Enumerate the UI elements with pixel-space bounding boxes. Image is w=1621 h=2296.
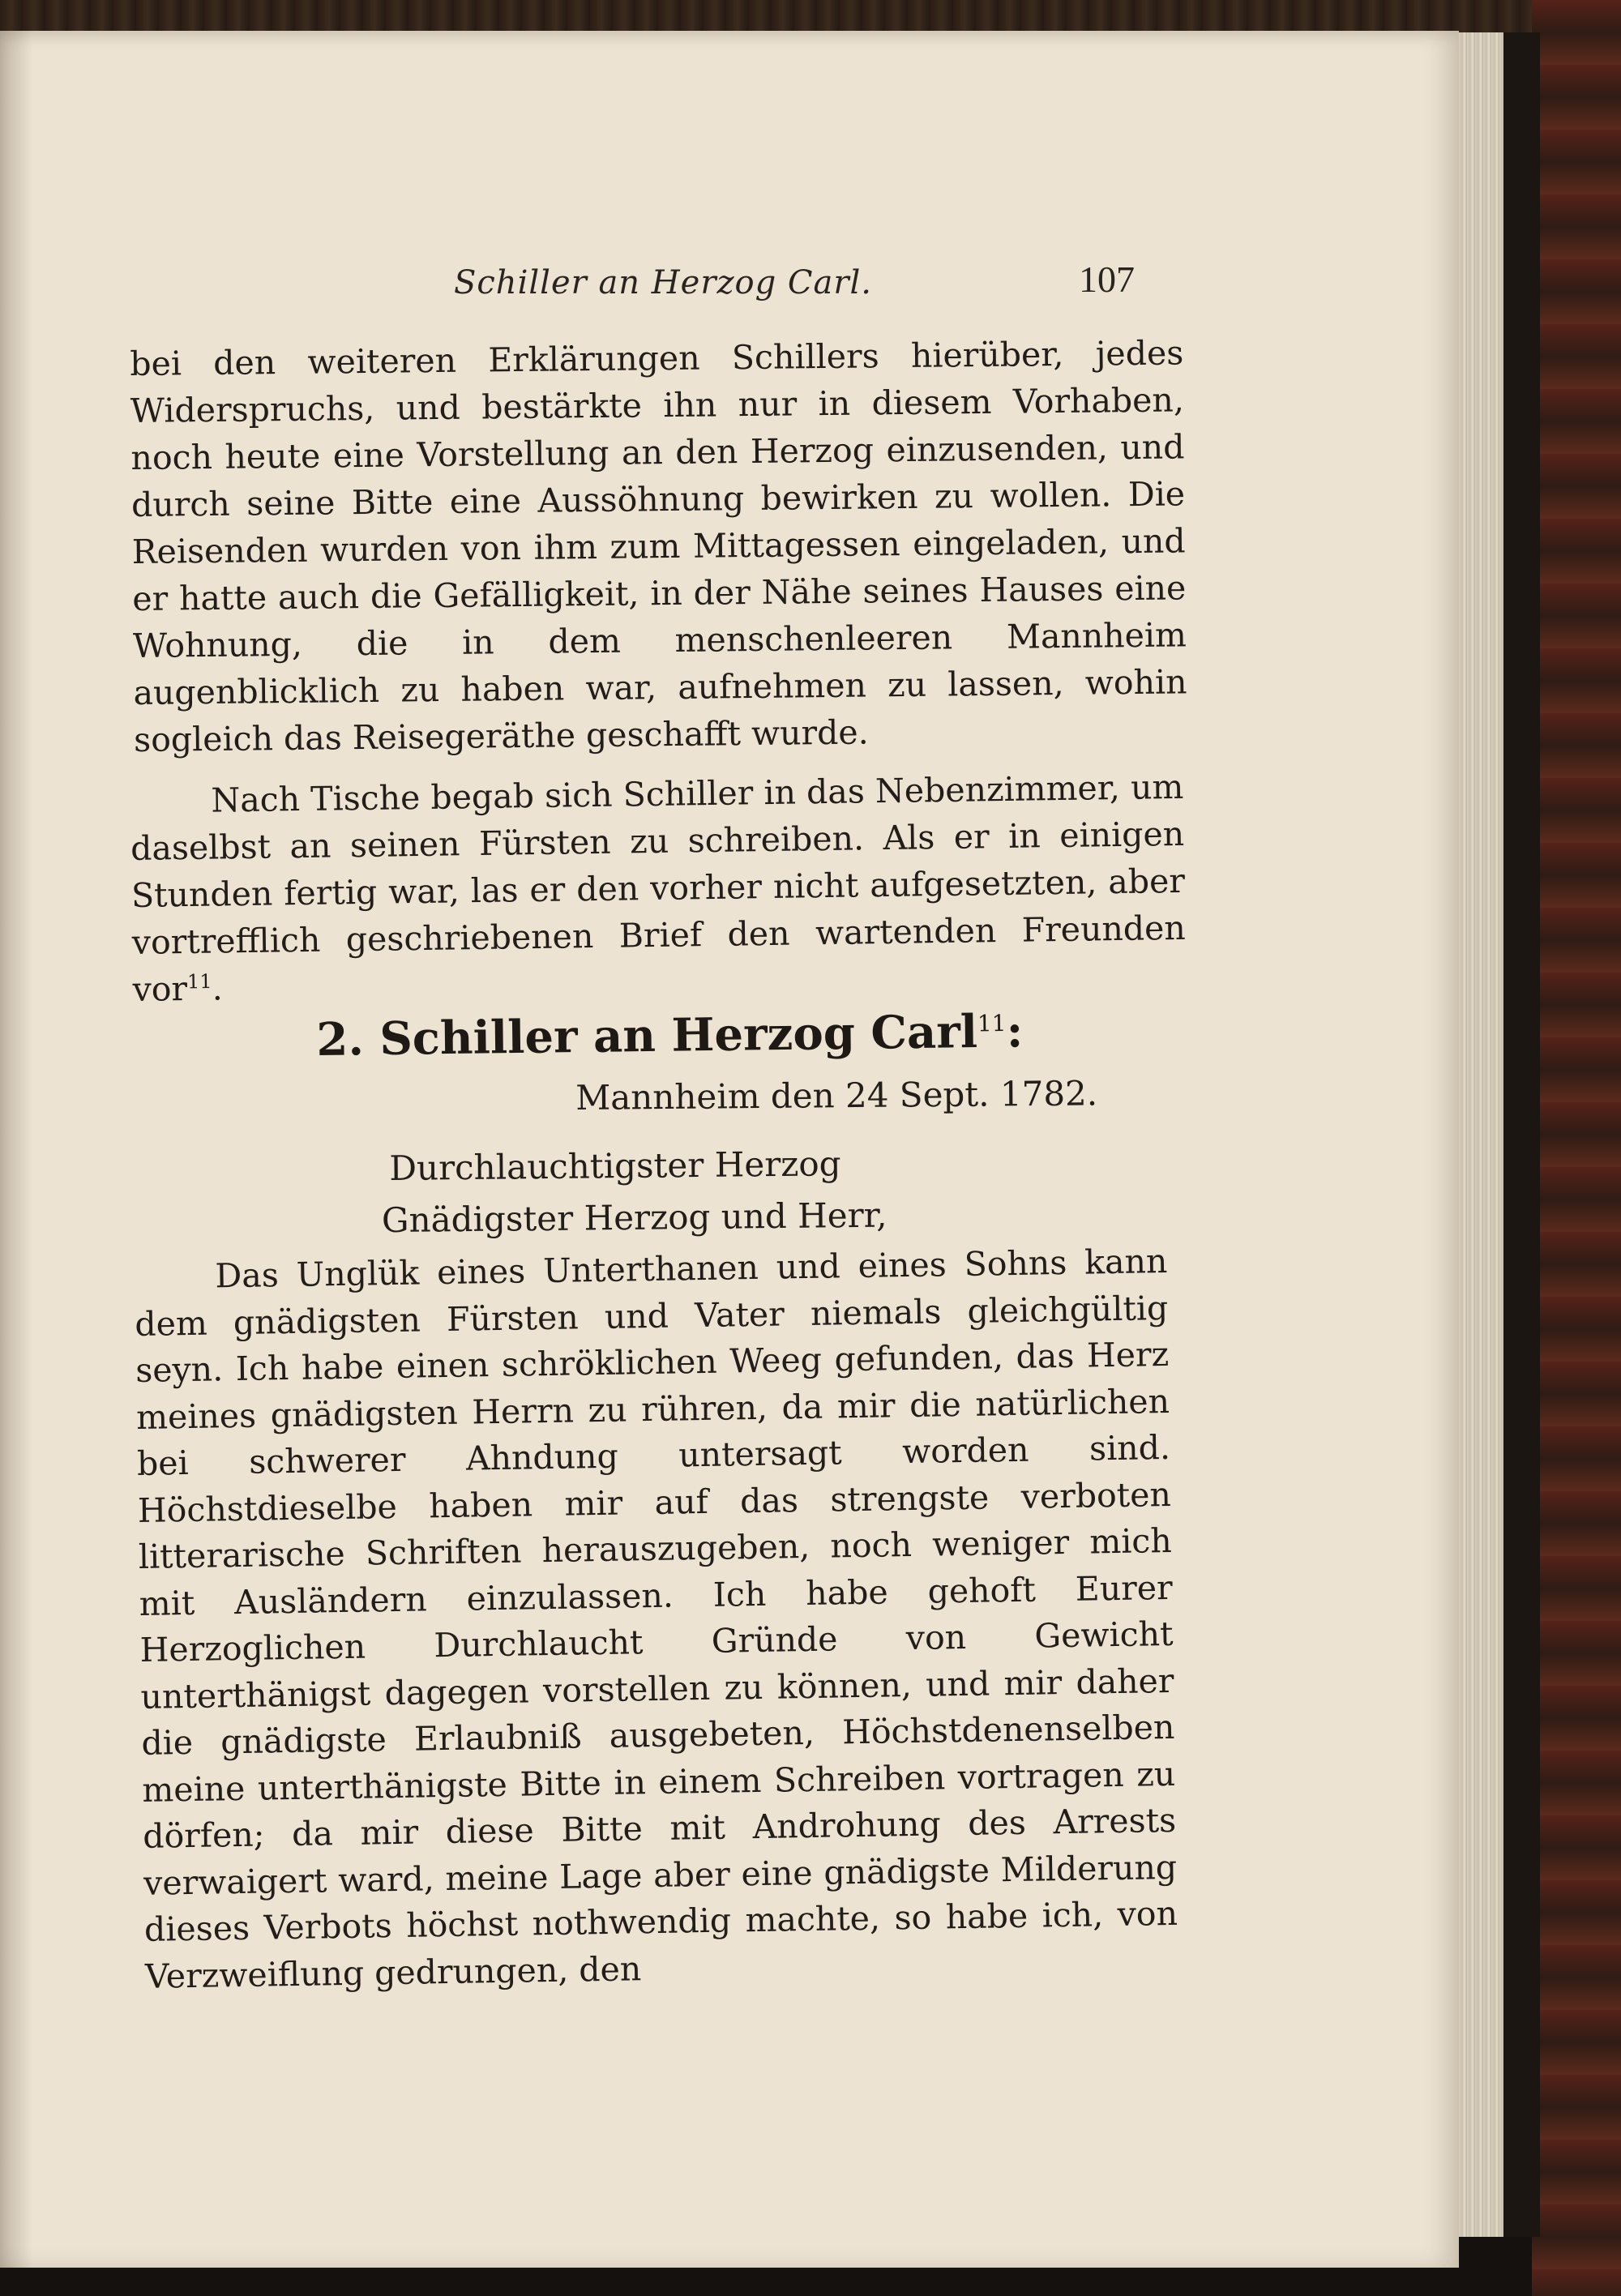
paragraph-2 bbox=[130, 763, 1187, 1013]
letter-heading-text: 2. Schiller an Herzog Carl bbox=[316, 1005, 978, 1067]
letter-body bbox=[134, 1238, 1178, 2000]
paragraph-2-tail: . bbox=[212, 968, 224, 1008]
paragraph-letter-intro bbox=[130, 763, 1187, 1013]
letter-heading-footnote-marker: 11 bbox=[977, 1009, 1007, 1037]
paragraph-continued bbox=[130, 329, 1187, 763]
letter-body-text: Das Unglük eines Unterthanen und eines Sohns kann dem gnädigsten Fürsten und Vater niemals gleichgültig seyn. Ich habe einen schröklichen Weeg gefunden, das Herz meines gnädigsten Herrn zu rühren, da mir die natürlichen bei schwerer Ahndung untersagt worden sind. Höchstdieselbe haben mir auf das strengste verboten litterarische Schriften herauszugeben, noch weniger mich mit Ausländern einzulassen. Ich habe gehoft Eurer Herzoglichen Durchlaucht Gründe von Gewicht unterthänigst dagegen vorstellen zu können, und mir daher die gnädigste Erlaubniß ausgebeten, Höchstdenenselben meine unterthänigste Bitte in einem Schreiben vortragen zu dörfen; da mir diese Bitte mit Androhung des Arrests verwaigert ward, meine Lage aber eine gnädigste Milderung dieses Verbots höchst nothwendig machte, so habe ich, von Verzweiflung gedrungen, den bbox=[134, 1241, 1178, 1996]
book-spine-shadow bbox=[1503, 32, 1540, 2237]
letter-dateline: Mannheim den 24 Sept. 1782. bbox=[575, 1073, 1098, 1118]
letter-heading-tail: : bbox=[1006, 1004, 1024, 1058]
gutter-shadow bbox=[0, 31, 32, 2268]
paragraph-2-text: Nach Tische begab sich Schiller in das Nebenzimmer, um daselbst an seinen Fürsten zu schreiben. Als er in einigen Stunden fertig war, las er den vorher nicht aufgesetzten, aber vortrefflich geschriebenen Brief den wartenden Freunden vor bbox=[130, 767, 1187, 1009]
salutation-line-2: Gnädigster Herzog und Herr, bbox=[381, 1195, 887, 1241]
footnote-marker: 11 bbox=[186, 969, 212, 994]
running-head bbox=[130, 258, 1135, 306]
salutation-line-1: Durchlauchtigster Herzog bbox=[389, 1144, 841, 1188]
page-number: 107 bbox=[1079, 259, 1135, 300]
letter-heading bbox=[316, 1003, 1168, 1067]
running-head-title: Schiller an Herzog Carl. bbox=[454, 264, 873, 301]
letter-salutation bbox=[381, 1138, 887, 1246]
book-cover-marbled-edge bbox=[1532, 0, 1621, 2296]
paragraph-1-text: bei den weiteren Erklärungen Schillers hierüber, jedes Widerspruchs, und bestärkte ihn nur in diesem Vorhaben, noch heute eine Vorstellung an den Herzog einzusenden, und durch seine Bitte eine Aussöhnung bewirken zu wollen. Die Reisenden wurden von ihm zum Mittagessen eingeladen, und er hatte auch die Gefälligkeit, in der Nähe seines Hauses eine Wohnung, die in dem menschenleeren Mannheim augenblicklich zu haben war, aufnehmen zu lassen, wohin sogleich das Reisegeräthe geschafft wurde. bbox=[130, 333, 1187, 759]
